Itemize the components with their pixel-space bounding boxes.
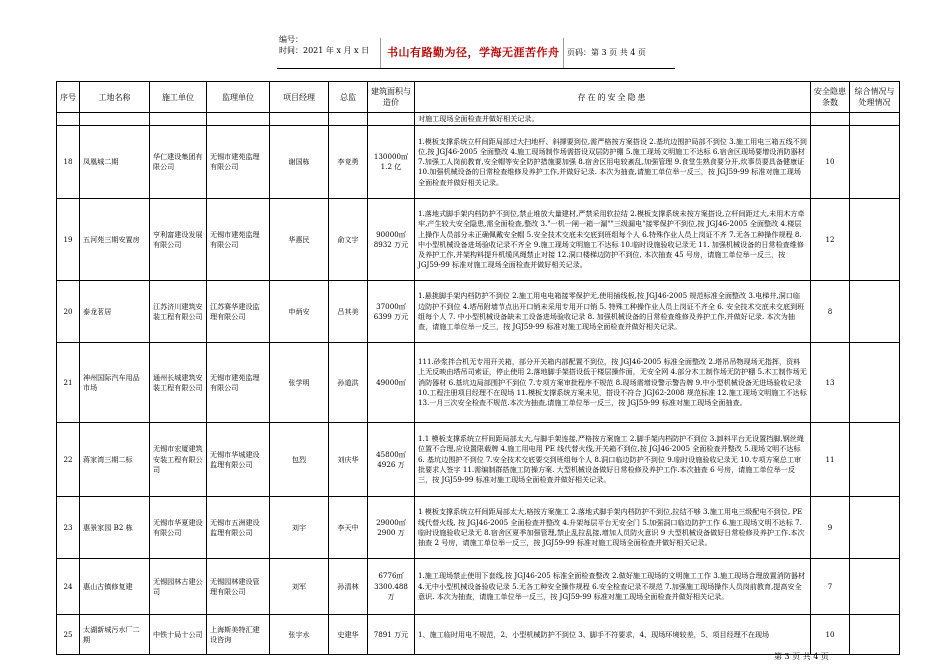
header-time: 时间：2021 年 x 月 x 日	[279, 46, 370, 55]
chief-supervisor: 李竞勇	[329, 126, 368, 199]
site-name: 太湖新城污水厂二期	[80, 615, 150, 655]
site-name: 神州国际汽车用品市场	[80, 343, 150, 423]
table-row	[57, 281, 900, 343]
chief-supervisor: 吕其美	[329, 281, 368, 343]
supervisor-name: 无锡市建苑监理有限公司	[207, 199, 270, 281]
issue-count: 8	[811, 281, 850, 343]
col-header-issues: 存在的安全隐患	[415, 82, 811, 113]
site-name: 惠山古镇修复建	[80, 559, 150, 615]
cell	[150, 113, 207, 126]
table-row	[57, 343, 900, 423]
project-manager: 包烈	[270, 423, 329, 497]
handling-status	[850, 199, 900, 281]
header-meta	[279, 34, 369, 56]
cell	[850, 113, 900, 126]
page-header	[277, 30, 675, 69]
site-name: 五河苑三期安置房	[80, 199, 150, 281]
safety-issues: 1.悬挑脚手架内档防护不到位 2.施工用电电箱接零保护无,使用插线板,按 JGJ46-2005 规范标准全面整改 3.电梯井,洞口临边防护不到位 4.塔吊附墙节点出开口销未采用专用开口销 5. 特殊工种操作业人员上岗证不齐全 6. 安全技术交底未交底到班组每个人 7. 中小型机械设备缺未工设备进场验收记录 8. 加强机械设备的日常检查维修及养护工作,并做好记录. 本次为抽查，请施工单位举一反三，按 JGJ59-99 标准对施工现场全面检查并做好相关记录。	[415, 281, 811, 343]
supervisor-name: 无锡市建苑监理有限公司	[207, 126, 270, 199]
safety-issues: 1 模板支撑系统立杆间距局部太大,格按方案施工 2.落地式脚手架内档防护不到位,拉结不够 3.施工用电三级配电不到位, PE 线代替火线, 按 JGJ46-2005 全面检查并整改 4.升架每层平台无安全门 5.加强洞口临边防护工作 6.施工现场文明不达标 7.临时设施验收记录无 8.宿舍区夏季加强管理,禁止乱拉乱接,增加人员防火意识 9 大型机械设备做好日常检修及养护工作.本次抽查 2 号房，请施工单位举一反三，按 JGJ59-99 标准对施工现场全面检查并做好相关记录。	[415, 497, 811, 559]
col-header-area: 建筑面积与造价	[368, 82, 415, 113]
safety-issues: 1.落地式脚手架内档防护不到位,禁止堆放大量建材,严禁采用软拉结 2.模板支撑系统未按方案搭设,立杆间距过大,未用木方牵牢,产生较大安全隐患,需全面检查,整改 3."一机一闸一箱一漏""三级漏电"接零保护不到位,按 JGJ46-2005 全面整改 4.楼层上操作人员部分未正确佩戴安全帽 5.安全技术交底未交底到班组每个人 6.特殊作业人员上岗证不齐 7.无各工种操作规程 8.中小型机械设备进场验收记录不齐全 9.施工现场文明施工不达标 10.临时设施验收记录无 11. 加强机械设备的日常检查维修及养护工作,并架构料提升机缆风绳禁止对接 12.洞口楼梯边防护不到位, 本次抽查 45 号房，请施工单位举一反三，按 JGJ59-99 标准对施工现场全面检查并做好相关记录。	[415, 199, 811, 281]
handling-status	[850, 343, 900, 423]
supervisor-name: 无锡市华城建设监理有限公司	[207, 423, 270, 497]
area-cost: 49000㎡	[368, 343, 415, 423]
builder-name: 无锡市宏厦建筑安装工程有限公司	[150, 423, 207, 497]
header-divider	[380, 38, 381, 68]
continuation-text: 对施工现场全面检查并做好相关记录。	[415, 113, 811, 126]
row-number: 21	[57, 343, 80, 423]
builder-name: 无锡园林古建公司	[150, 559, 207, 615]
safety-issues: 1.施工现场禁止使用下套线,按 JGJ46-205 标准全面检查整改 2.做好施工现场的文明施工工作 3.施工现场合理放置消防器材 4.无中小型机械设备验收记录 5.无各工种安全操作规程 6.安全检查记录不规范 7.加强施工现场操作人员岗前教育,提高安全意识. 本次为抽查，请施工单位举一反三，按 JGJ59-99 标准对施工现场全面检查并做好相关记录。	[415, 559, 811, 615]
builder-name: 江苏济川建筑安装工程有限公司	[150, 281, 207, 343]
table-row	[57, 126, 900, 199]
site-name: 惠景家园 B2 栋	[80, 497, 150, 559]
cell	[57, 113, 80, 126]
row-number: 20	[57, 281, 80, 343]
area-cost: 37000㎡ 6399 万元	[368, 281, 415, 343]
header-number: 编号：	[279, 35, 303, 44]
issue-count: 12	[811, 199, 850, 281]
supervisor-name: 无锡市五洲建设监理有限公司	[207, 497, 270, 559]
cell	[368, 113, 415, 126]
cell	[80, 113, 150, 126]
project-manager: 张学明	[270, 343, 329, 423]
row-number: 18	[57, 126, 80, 199]
area-cost: 7891 万元	[368, 615, 415, 655]
col-header-no: 序号	[57, 82, 80, 113]
site-name: 凤凰城二期	[80, 126, 150, 199]
builder-name: 亨利富建设发展有限公司	[150, 199, 207, 281]
table-row	[57, 423, 900, 497]
handling-status	[850, 615, 900, 655]
col-header-director: 总监	[329, 82, 368, 113]
issue-count: 9	[811, 497, 850, 559]
safety-issues: 111.砂浆拌合机无专用开关箱，部分开关箱内部配置不到位，按 JGJ46-2005 标准全面整改 2.塔吊吊物现场无指挥，资料上无反映由塔吊司索证，停止使用 2.落地脚手架搭设低于楼层操作面，无安全网 4.部分木工制作场无防护棚 5.木工制作场无消防器材 6.基坑边局部围护不到位 7.专项方案审批程序不规范 8.现场需增设警示警告牌 9.中小型机械设备无进场验收记录 10.工程注册项目经理不在现场 11.模板支撑系统方案未见，搭设不符合 JGJ62-2008 规范标准 12.施工现场文明施工不达标 13.一月三次安全检查不规范.本次为抽查,请施工单位举一反三，按 JGJ59-99 标准对施工现场全面抽查。	[415, 343, 811, 423]
issue-count: 10	[811, 615, 850, 655]
col-header-count: 安全隐患条数	[811, 82, 850, 113]
project-manager: 刘宇	[270, 497, 329, 559]
col-header-site: 工地名称	[80, 82, 150, 113]
builder-name: 中铁十局十公司	[150, 615, 207, 655]
area-cost: 45800㎡ 4926 万	[368, 423, 415, 497]
chief-supervisor: 孙道洪	[329, 343, 368, 423]
handling-status	[850, 559, 900, 615]
issue-count: 7	[811, 559, 850, 615]
table-row	[57, 559, 900, 615]
row-number: 23	[57, 497, 80, 559]
page-footer: 第 3 页 共 4 页	[774, 652, 829, 661]
cell	[329, 113, 368, 126]
cell	[270, 113, 329, 126]
table-header-row	[57, 82, 900, 113]
header-slogan: 书山有路勤为径，学海无涯苦作舟	[387, 46, 560, 59]
issue-count: 10	[811, 126, 850, 199]
chief-supervisor: 史建华	[329, 615, 368, 655]
safety-inspection-table	[56, 81, 900, 655]
project-manager: 华惠民	[270, 199, 329, 281]
header-divider	[563, 38, 564, 68]
table-row	[57, 497, 900, 559]
col-header-pm: 项目经理	[270, 82, 329, 113]
area-cost: 29000㎡ 2900 万	[368, 497, 415, 559]
issue-count: 11	[811, 423, 850, 497]
handling-status	[850, 126, 900, 199]
col-header-supervisor: 监理单位	[207, 82, 270, 113]
table-row	[57, 615, 900, 655]
site-name: 蒋家湾三期二标	[80, 423, 150, 497]
safety-issues: 1、施工临时用电不规范，2、小型机械防护不到位 3、脚手不符要求，4、现场环境较差，5、项目经理不在现场	[415, 615, 811, 655]
supervisor-name: 上海斯美特汇建设咨询	[207, 615, 270, 655]
chief-supervisor: 刘庆华	[329, 423, 368, 497]
row-number: 19	[57, 199, 80, 281]
handling-status	[850, 281, 900, 343]
area-cost: 90000㎡ 8932 万元	[368, 199, 415, 281]
area-cost: 130000㎡ 1.2 亿	[368, 126, 415, 199]
handling-status	[850, 423, 900, 497]
row-number: 22	[57, 423, 80, 497]
supervisor-name: 无锡市建苑监理有限公司	[207, 343, 270, 423]
row-number: 24	[57, 559, 80, 615]
project-manager: 刘军	[270, 559, 329, 615]
project-manager: 申炳安	[270, 281, 329, 343]
continuation-row	[57, 113, 900, 126]
row-number: 25	[57, 615, 80, 655]
builder-name: 无锡市华夏建设有限公司	[150, 497, 207, 559]
safety-issues: 1.1 模板支撑系统立杆间距局部太大,与脚手架连接,严格按方案施工 2.脚手架内档防护不到位 3.卸料平台无设置挡脚,钢丝绳位置不合理,应设置限载牌 4.施工用电用 PE 线代替火线,开关箱不到位,按 JGJ46-2005 全面检查并整改 5.现场文明不达标 6. 基坑边围护不到位 7.安全技术交底要交到班组每个人 8.洞口临边防护不到位 9.临时设施验收记录无 10.专项方案总工审批要求人签字 11.需编制群搭施工防操方案. 大型机械设备做好日常检修及养护工作.本次抽查 6 号房，请施工单位举一反三，按 JGJ59-99 标准对施工现场全面检查并做好相关记录。	[415, 423, 811, 497]
handling-status	[850, 497, 900, 559]
cell	[207, 113, 270, 126]
safety-issues: 1.模板支撑系统立杆间距局部过大扫地杆、斜撑要到位,需严格按方案搭设 2.基坑边围护局部不到位 3.施工用电三箱五线不到位,按 JGJ46-2005 全面整改 4.施工现场制作场需搭设双层防护棚 5.施工现场文明施工不达标 6.宿舍区现场要增设消防器材 7.加强工人岗前教育,安全帽等安全防护措施要加强 8.宿舍区用电较紊乱,加强管理 9.食堂生熟食要分开,炊事员要具备健康证 10.加强机械设备的日常检查维修及养护工作,并做好记录. 本次为抽查,请施工单位举一反三，按 JGJ59-99 标准对施工现场全面检查并做好相关记录。	[415, 126, 811, 199]
chief-supervisor: 孙清林	[329, 559, 368, 615]
supervisor-name: 江苏赛华建设监理有限公司	[207, 281, 270, 343]
site-name: 泰龙茗居	[80, 281, 150, 343]
table-row	[57, 199, 900, 281]
chief-supervisor: 俞文宇	[329, 199, 368, 281]
col-header-builder: 施工单位	[150, 82, 207, 113]
chief-supervisor: 李天中	[329, 497, 368, 559]
issue-count: 13	[811, 343, 850, 423]
supervisor-name: 无锡园林建设管理有限公司	[207, 559, 270, 615]
builder-name: 通州长城建筑安装工程有限公司	[150, 343, 207, 423]
header-page: 页码：第 3 页 共 4 页	[567, 48, 646, 57]
area-cost: 6776㎡ 3300.488 万	[368, 559, 415, 615]
cell	[811, 113, 850, 126]
project-manager: 张宇水	[270, 615, 329, 655]
builder-name: 华仁建设集团有限公司	[150, 126, 207, 199]
col-header-handling: 综合情况与处理情况	[850, 82, 900, 113]
project-manager: 谢国栋	[270, 126, 329, 199]
